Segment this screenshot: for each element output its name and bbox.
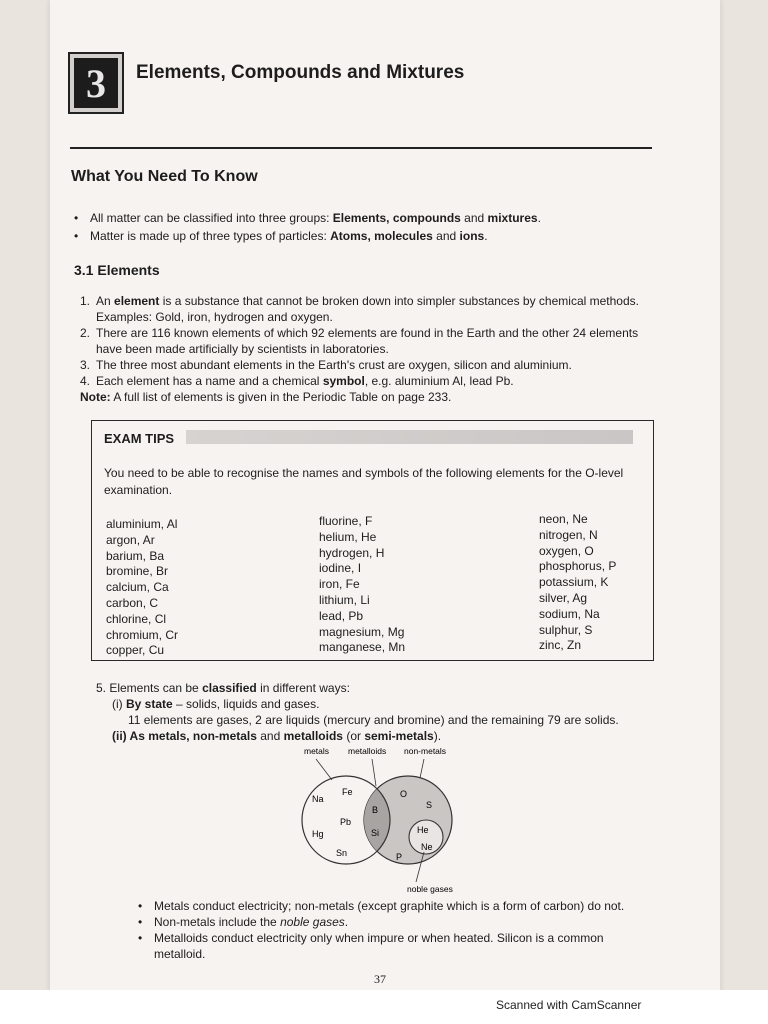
bullet-text: Non-metals include the [154,915,281,929]
element-symbol: Hg [312,829,324,839]
bullet-text: . [344,915,349,929]
element-symbol: Pb [340,817,352,827]
non-metals-label: non-metals [404,746,447,756]
item-number: 1. [80,294,91,308]
item-bold: element [114,294,160,308]
scanner-watermark: Scanned with CamScanner [496,998,642,1012]
element-entry: magnesium, Mg [319,624,405,639]
element-entry: silver, Ag [539,590,588,605]
elements-numbered-list [80,293,670,405]
element-entry: chromium, Cr [106,627,179,642]
element-symbol: P [396,852,403,862]
bullet-bold: ions [459,229,485,243]
metals-label: metals [304,746,330,756]
element-symbol: Sn [336,848,348,858]
item-number: 4. [80,374,91,388]
bullet-text: Matter is made up of three types of particles: [90,229,331,243]
element-entry: zinc, Zn [539,638,582,653]
element-entry: hydrogen, H [319,545,385,560]
element-symbol: S [426,800,433,810]
item-text: is a substance that cannot be broken down into simpler substances by chemical methods. [159,294,639,308]
element-entry: carbon, C [106,595,159,610]
point5-line2: (i) By state – solids, liquids and gases. [112,697,320,711]
element-entry: copper, Cu [106,643,165,658]
element-entry: fluorine, F [319,514,373,528]
element-entry: neon, Ne [539,512,588,526]
element-entry: manganese, Mn [319,640,406,655]
metalloids-pointer [372,759,376,786]
list-item [138,914,658,930]
bullet-icon: • [138,931,143,945]
chapter-title: Elements, Compounds and Mixtures [136,62,465,83]
chapter-number: 3 [74,58,118,108]
bullet-text: . [537,211,541,225]
item-continuation: have been made artificially by scientists in laboratories. [96,342,389,356]
element-symbol: Fe [342,787,353,797]
list-item [74,227,654,245]
bullet-text: and [460,211,488,225]
item-text: An [96,294,115,308]
note [80,389,670,405]
bullet-icon: • [138,915,143,929]
element-symbol: He [417,825,429,835]
note-label: Note: [80,390,111,404]
metalloids-label: metalloids [348,746,387,756]
bullet-text: . [484,229,488,243]
list-item [138,898,658,914]
point5-line3: 11 elements are gases, 2 are liquids (mercury and bromine) and the remaining 79 are solids. [128,713,619,727]
classification-paragraph [96,680,666,744]
point5-line1: 5. Elements can be classified in different ways: [96,681,350,695]
list-item [74,209,654,227]
element-entry: barium, Ba [106,548,165,563]
item-bold: symbol [322,374,365,388]
item-text: The three most abundant elements in the Earth's crust are oxygen, silicon and aluminium. [96,358,572,372]
element-column-3 [539,512,616,654]
bullet-bold: Atoms, molecules [330,229,433,243]
element-symbol: Ne [421,842,433,852]
intro-bullet-list [74,209,654,245]
item-continuation: Examples: Gold, iron, hydrogen and oxygen. [96,310,333,324]
non-metals-pointer [420,759,424,778]
point5-line4: (ii) As metals, non-metals and metalloids (or semi-metals). [112,729,442,743]
element-entry: helium, He [319,529,377,544]
element-entry: chlorine, Cl [106,611,167,626]
item-text: There are 116 known elements of which 92 elements are found in the Earth and the other 24 elements [96,326,639,340]
item-text: , e.g. aluminium Al, lead Pb. [364,374,514,388]
subsection-heading: 3.1 Elements [74,262,160,278]
element-symbol: O [400,789,408,799]
element-column-2 [319,514,405,656]
chapter-number-badge [68,52,124,114]
element-entry: aluminium, Al [106,517,178,531]
list-item [80,325,670,357]
element-entry: calcium, Ca [106,580,169,595]
metals-pointer [316,759,332,780]
bullet-icon: • [138,899,143,913]
element-entry: sodium, Na [539,606,600,621]
element-entry: potassium, K [539,575,609,590]
header-divider [70,147,652,149]
list-item [80,373,670,389]
list-item [80,293,670,325]
bullet-bold: mixtures [487,211,538,225]
bullet-icon: • [74,211,79,225]
element-entry: oxygen, O [539,543,594,558]
page-number: 37 [374,972,386,986]
list-item [80,357,670,373]
list-item [138,930,658,962]
item-number: 2. [80,326,91,340]
bullet-icon: • [74,229,79,243]
bullet-text: Metals conduct electricity; non-metals (except graphite which is a form of carbon) do not. [154,899,625,913]
exam-tips-title: EXAM TIPS [104,431,175,446]
item-number: 3. [80,358,91,372]
element-entry: nitrogen, N [539,527,598,542]
element-entry: iron, Fe [319,577,360,592]
element-entry: sulphur, S [539,622,593,637]
item-text: Each element has a name and a chemical [96,374,323,388]
element-column-1 [106,517,178,659]
bullet-text: and [432,229,460,243]
element-symbol: Si [371,828,380,838]
scanner-footer [0,990,768,1024]
noble-gases-label: noble gases [407,884,453,894]
bullet-italic: noble gases [280,915,345,929]
element-entry: bromine, Br [106,564,169,579]
closing-bullet-list [138,898,658,962]
element-symbol: Na [312,794,324,804]
exam-tips-intro: You need to be able to recognise the names and symbols of the following elements for the O-level examination. [104,466,624,497]
bullet-text: Metalloids conduct electricity only when impure or when heated. Silicon is a common metalloid. [154,931,604,961]
note-text: A full list of elements is given in the Periodic Table on page 233. [110,390,452,404]
element-entry: lead, Pb [319,608,364,623]
venn-diagram [290,742,470,894]
element-entry: phosphorus, P [539,559,617,574]
bullet-text: All matter can be classified into three groups: [90,211,333,225]
section-heading: What You Need To Know [71,168,258,185]
element-entry: argon, Ar [106,532,155,547]
exam-tips-bar [186,430,633,444]
element-symbol: B [372,805,379,815]
element-entry: lithium, Li [319,592,370,607]
bullet-bold: Elements, compounds [332,211,461,225]
element-entry: iodine, I [319,561,362,576]
